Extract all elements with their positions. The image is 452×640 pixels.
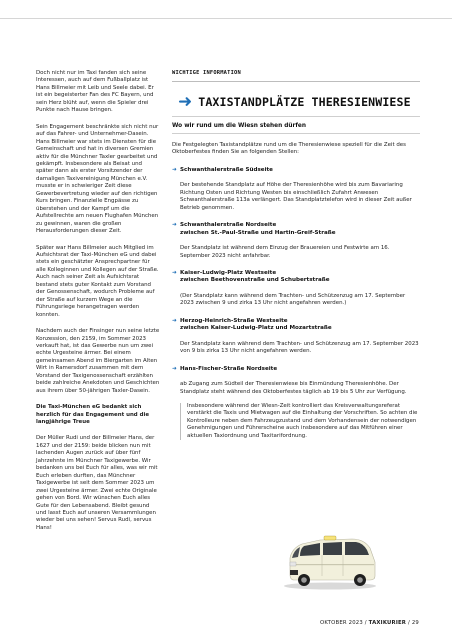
section-subtitle: zwischen Kaiser-Ludwig-Platz und Mozartstraße [180, 325, 332, 332]
divider [172, 81, 420, 82]
footer-magazine: TAXIKURIER [368, 620, 407, 626]
taxi-stand-section [172, 318, 420, 356]
section-body: Der Standplatz kann während dem Trachten- und Schützenzug am 17. September 2023 von 9 bis zirka 13 Uhr nicht angefahren werden. [180, 340, 419, 355]
section-body: ab Zugang zum Südteil der Theresienwiese bis Einmündung Theresienhöhe. Der Standplatz steht während des Oktoberfestes täglich ab 19 bis 5 Uhr zur Verfügung. [180, 381, 407, 395]
left-column [36, 70, 160, 541]
arrow-right-icon: ➜ [172, 166, 177, 173]
arrow-right-icon: ➜ [172, 365, 177, 372]
right-column [172, 70, 420, 440]
paragraph: Der Müller Rudi und der Billmeier Hans, der 1627 und der 2159: beide blicken nun mit lachenden Augen zurück auf über fünf Jahrzehnte im Münchner Taxigewerbe. Wir bedanken uns bei Euch für alles, was wir mit Euch erleben durften, das Münchner Taxigewerbe ist seit dem Sommer 2023 um zwei Urgesteine ärmer. Zwei echte Originale gehen von Bord. Wir wünschen Euch alles Gute für den Lebensabend. Bleibt gesund und lasst Euch auf unseren Versammlungen wieder bei uns sehen! Servus Rudi, servus Hans! [36, 435, 158, 531]
section-title: Hans-Fischer-Straße Nordseite [180, 365, 278, 372]
section-header [172, 366, 420, 373]
paragraph: Später war Hans Billmeier auch Mitglied im Aufsichtsrat der Taxi-München eG und dabei stets ein geschätzter Ansprechpartner für alle Kolleginnen und Kollegen auf der Straße. Auch nach seiner Zeit als Aufsichtsrat bestand stets guter Kontakt zum Vorstand der Genossenschaft, wodurch Probleme auf der Straße auf kurzem Wege an die Führungsriege herangetragen werden konnten. [36, 244, 159, 318]
section-body: Der Standplatz ist während dem Einzug der Brauereien und Festwirte am 16. September 2023 nicht anfahrbar. [180, 245, 390, 259]
taxi-stand-section [172, 167, 420, 212]
section-heading: Die Taxi-München eG bedankt sich herzlich für das Engagement und die langjährige Treue [36, 404, 150, 426]
intro-text: Die Festgelegten Taxistandplätze rund um die Theresienwiese speziell für die Zeit des Oktoberfestes finden Sie an folgenden Stellen: [172, 142, 406, 156]
section-header [172, 222, 420, 237]
info-box: Insbesondere während der Wiesn-Zeit kontrolliert das Kreisverwaltungsreferat verstärkt die Taxis und Mietwagen auf die Einhaltung der Vorschriften. So achten die Kontrolleure neben dem Fahrzeugzustand und dem Vorhandensein der notwendigen Genehmigungen und Führerscheine auch insbesondere auf das Mitführen einer aktuellen Taxiordnung und Taxitarifordnung. [180, 403, 420, 440]
arrow-right-icon: ➜ [178, 92, 193, 112]
section-subtitle: zwischen St.-Paul-Straße und Hartin-Greif-Straße [180, 229, 336, 236]
section-title: Kaiser-Ludwig-Platz Westseite [180, 269, 277, 276]
footer-page-number: / 29 [406, 620, 419, 626]
section-body: (Der Standplatz kann während dem Trachten- und Schützenzug am 17. September 2023 zwischen 9 und zirka 13 Uhr nicht angefahren werden.) [180, 292, 406, 307]
section-header [172, 318, 420, 333]
paragraph: Sein Engagement beschränkte sich nicht nur auf das Fahrer- und Unternehmer-Dasein. Hans Billmeier war stets im Diensten für die Gemeinschaft und hat in diversen Gremien aktiv für die Münchner Taxler gearbeitet und gekämpft. Insbesondere als Beisat und später dann als erster Vorsitzender der damaligen Taxivereinigung München e.V. musste er in schwieriger Zeit diese Gewerbevertretung wieder auf den richtigen Kurs bringen. Finanzielle Engpässe zu überstehen und der Kampf um die Aufstellrechte am neuen Flughafen München zu gewinnen, waren die großen Herausforderungen dieser Zeit. [36, 123, 159, 235]
top-rule [0, 18, 452, 19]
section-header [172, 270, 420, 285]
section-title: Schwanthalerstraße Nordseite [180, 222, 277, 229]
section-subtitle: zwischen Beethovenstraße und Schubertstraße [180, 277, 330, 284]
arrow-right-icon: ➜ [172, 222, 177, 229]
page-title: TAXISTANDPLÄTZE THERESIENWIESE [198, 95, 411, 109]
taxi-stand-section [172, 366, 420, 396]
kicker-label: WICHTIGE INFORMATION [172, 70, 241, 76]
taxi-van-image [280, 528, 380, 590]
paragraph: Nachdem auch der Finsinger nun seine letzte Konzession, den 2159, im Sommer 2023 verkauft hat, ist das Gewerbe nun um zwei echte Urgesteine ärmer. Bei einem gemeinsamen Abend im Biergarten im Alten Wirt in Ramersdorf zusammen mit dem Vorstand der Taxigenossenschaft erzählten beide zahlreiche Anekdoten und Geschichten aus ihrem über 50-jährigen Taxler-Dasein. [36, 328, 160, 394]
section-title: Schwanthalerstraße Südseite [180, 166, 273, 173]
arrow-right-icon: ➜ [172, 269, 177, 276]
section-title: Herzog-Heinrich-Straße Westseite [180, 317, 288, 324]
footer-issue: OKTOBER 2023 / [320, 620, 369, 626]
divider [172, 133, 420, 134]
title-box [172, 88, 420, 117]
section-header [172, 167, 420, 174]
subheading: Wo wir rund um die Wiesn stehen dürfen [172, 123, 306, 129]
arrow-right-icon: ➜ [172, 317, 177, 324]
taxi-stand-section [172, 222, 420, 260]
page-footer [320, 620, 419, 626]
paragraph: Doch nicht nur im Taxi fanden sich seine Interessen, auch auf dem Fußballplatz ist Hans Billmeier mit Leib und Seele dabei. Er ist ein begeisterter Fan des FC Bayern, und sein Herz blüht auf, wenn die Spieler drei Punkte nach Hause bringen. [36, 70, 154, 114]
taxi-stand-section [172, 270, 420, 308]
section-body: Der bestehende Standplatz auf Höhe der Theresienhöhe wird bis zum Bavariaring Richtung Osten und Richtung Westen bis einschließlich Zufahrt Anwesen Schwanthalerstraße 113a verlängert. Das Standplatztelefon wird in dieser Zeit außer Betrieb genommen. [180, 182, 412, 211]
